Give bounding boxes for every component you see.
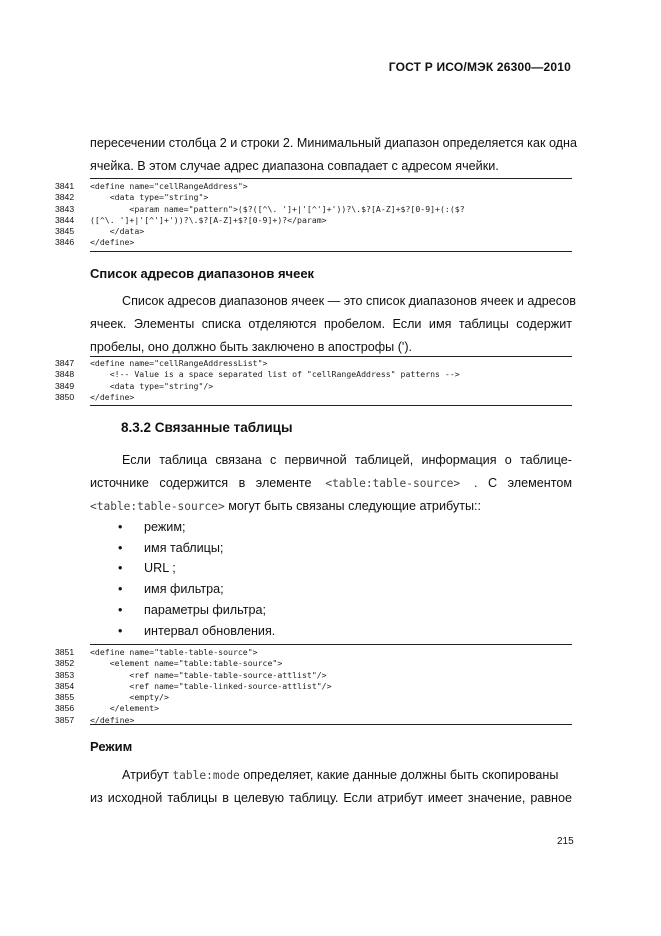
paragraph-mode: [90, 764, 572, 810]
code-line: [55, 369, 575, 380]
code-text: <empty/>: [90, 692, 169, 703]
code-text: <data type="string">: [90, 192, 209, 203]
code-block-cell-range-address-list: [55, 358, 575, 403]
attribute-list: [118, 520, 518, 640]
code-text: </data>: [90, 226, 145, 237]
list-item: [118, 624, 498, 642]
bullet-icon: •: [118, 623, 123, 638]
line-number: 3847: [55, 358, 75, 368]
paragraph-linked-tables: [90, 449, 572, 518]
line-number: 3852: [55, 658, 75, 669]
code-block-bottom-rule: [90, 251, 572, 252]
code-text: <define name="cellRangeAddressList">: [90, 358, 268, 368]
code-text: <define name="table-table-source">: [90, 647, 258, 657]
code-line: [55, 226, 575, 237]
code-text: <ref name="table-table-source-attlist"/>: [90, 669, 327, 680]
code-block-cell-range-address: [55, 181, 575, 249]
bullet-icon: •: [118, 582, 123, 597]
section-heading-mode: Режим: [90, 739, 133, 754]
code-text: <!-- Value is a space separated list of "cellRangeAddress" patterns -->: [90, 369, 460, 380]
text-line: [90, 472, 572, 495]
text-fragment: источнике содержится в элементе: [90, 476, 312, 490]
list-item-label: режим;: [144, 520, 186, 534]
text-line: из исходной таблицы в целевую таблицу. Если атрибут имеет значение, равное: [90, 791, 572, 805]
list-item-label: URL ;: [144, 561, 176, 576]
code-text: </define>: [90, 237, 135, 248]
code-line: [55, 658, 575, 669]
list-item: [118, 603, 498, 621]
code-text: ([^\. ']+|'[^']+'))?\.$?[A-Z]+$?[0-9]+)?</param>: [90, 214, 327, 225]
list-item: [118, 561, 498, 579]
bullet-icon: •: [118, 520, 123, 534]
list-item-label: имя фильтра;: [144, 582, 224, 597]
text-line: пробелы, оно должно быть заключено в апострофы (').: [90, 340, 413, 354]
code-line: [55, 392, 575, 403]
code-block-top-rule: [90, 178, 572, 179]
code-text: </element>: [90, 703, 160, 714]
paragraph-range-intro: [90, 132, 577, 178]
code-text: <data type="string"/>: [90, 380, 214, 391]
code-line: [55, 692, 575, 703]
code-line: [55, 681, 575, 692]
line-number: 3848: [55, 369, 75, 380]
text-line: Если таблица связана с первичной таблицей, информация о таблице-: [122, 453, 572, 467]
text-fragment: могут быть связаны следующие атрибуты::: [224, 499, 482, 513]
document-header: ГОСТ Р ИСО/МЭК 26300—2010: [388, 60, 571, 74]
line-number: 3854: [55, 680, 75, 691]
paragraph-range-list: [90, 290, 576, 359]
code-block-table-source: [55, 647, 575, 726]
code-text: <define name="cellRangeAddress">: [90, 181, 248, 191]
code-text: </define>: [90, 714, 135, 725]
code-line: [55, 204, 575, 215]
line-number: 3843: [55, 203, 75, 214]
code-line: [55, 647, 575, 658]
bullet-icon: •: [118, 561, 123, 576]
code-inline-table-source: <table:table-source>: [325, 477, 461, 490]
code-line: [55, 181, 575, 192]
line-number: 3850: [55, 391, 75, 402]
text-line: ячеек. Элементы списка отделяются пробелом. Если имя таблицы содержит: [90, 317, 572, 331]
code-line: [55, 670, 575, 681]
code-block-top-rule: [90, 644, 572, 645]
list-item-label: имя таблицы;: [144, 540, 224, 555]
code-line: [55, 358, 575, 369]
code-block-bottom-rule: [90, 724, 572, 725]
code-text: <ref name="table-linked-source-attlist"/>: [90, 680, 332, 691]
code-inline-table-mode: table:mode: [172, 769, 240, 782]
code-block-bottom-rule: [90, 405, 572, 406]
line-number: 3846: [55, 237, 75, 248]
text-line: [90, 495, 572, 518]
code-line: [55, 237, 575, 248]
text-fragment: . С элементом: [473, 476, 572, 490]
line-number: 3842: [55, 192, 75, 203]
code-line: [55, 703, 575, 714]
line-number: 3851: [55, 647, 75, 657]
section-heading-linked-tables: 8.3.2 Связанные таблицы: [121, 420, 293, 435]
list-item-label: параметры фильтра;: [144, 602, 266, 617]
code-inline-table-source: <table:table-source>: [90, 500, 225, 513]
section-heading-range-list: Список адресов диапазонов ячеек: [90, 266, 315, 281]
text-fragment: Атрибут: [122, 768, 173, 782]
list-item: [118, 541, 498, 559]
text-line: ячейка. В этом случае адрес диапазона совпадает с адресом ячейки.: [90, 159, 499, 173]
list-item: [118, 582, 498, 600]
code-text: </define>: [90, 391, 135, 402]
bullet-icon: •: [118, 602, 123, 617]
text-line: Список адресов диапазонов ячеек — это список диапазонов ячеек и адресов: [122, 294, 576, 308]
code-text: <element name="table:table-source">: [90, 658, 283, 669]
code-line: [55, 381, 575, 392]
line-number: 3853: [55, 669, 75, 680]
line-number: 3845: [55, 226, 75, 237]
text-line: [90, 764, 572, 787]
bullet-icon: •: [118, 540, 123, 555]
text-line: пересечении столбца 2 и строки 2. Минимальный диапазон определяется как одна: [90, 136, 577, 150]
code-line: [55, 215, 575, 226]
list-item: [118, 520, 498, 538]
line-number: 3844: [55, 214, 75, 225]
code-line: [55, 192, 575, 203]
code-text: <param name="pattern">($?([^\. ']+|'[^']+'))?\.$?[A-Z]+$?[0-9]+(:($?: [90, 203, 465, 214]
line-number: 3849: [55, 380, 75, 391]
line-number: 3857: [55, 714, 75, 725]
page-number: 215: [557, 836, 574, 847]
line-number: 3855: [55, 692, 75, 703]
line-number: 3841: [55, 181, 75, 191]
code-block-top-rule: [90, 356, 572, 357]
line-number: 3856: [55, 703, 75, 714]
list-item-label: интервал обновления.: [144, 623, 276, 638]
text-fragment: определяет, какие данные должны быть скопированы: [239, 768, 559, 782]
